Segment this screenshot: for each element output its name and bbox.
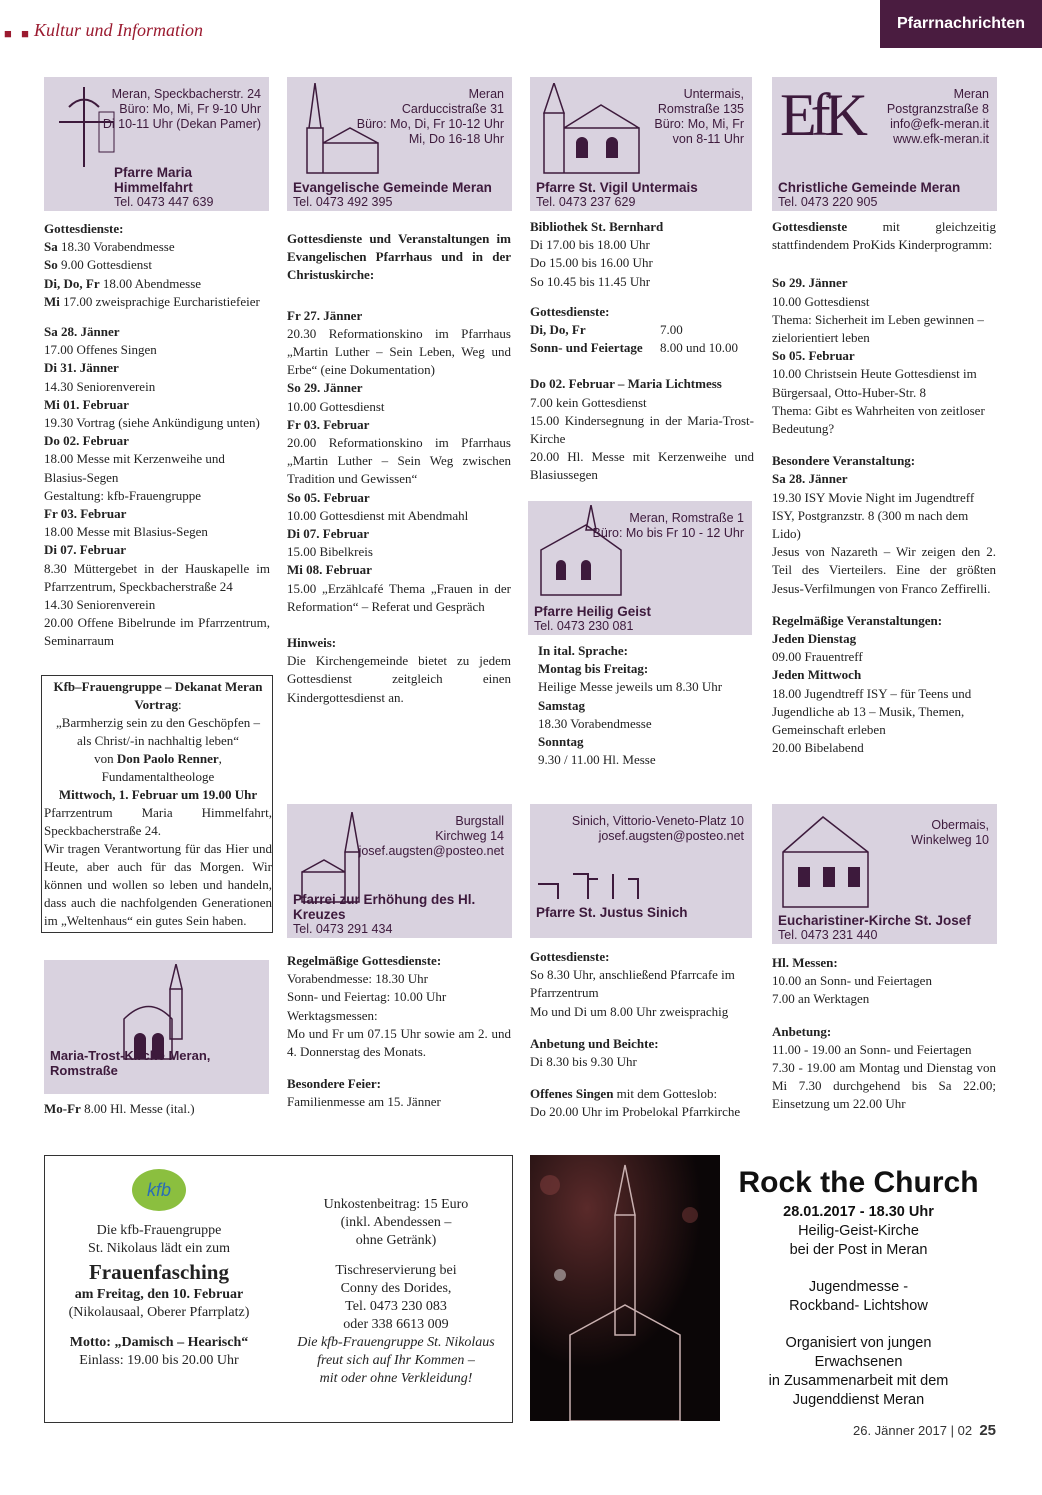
text: 8.30 Müttergebet in der Hauskapelle im Pfarrzentrum, Speckbacherstraße 24 xyxy=(44,560,270,594)
date: So 29. Jänner xyxy=(287,380,363,396)
card-tel: Tel. 0473 447 639 xyxy=(114,195,214,209)
heading: Hinweis: xyxy=(287,635,337,651)
text: 20.30 Reformationskino im Pfarrhaus „Martin Luther – Sein Leben, Weg und Erbe“ (eine Dokumentation) xyxy=(287,325,511,378)
text: Die Kirchengemeinde bietet zu jedem Gottesdienst zeitgleich einen Kindergottesdienst an. xyxy=(287,653,511,705)
text: 20.00 Reformationskino im Pfarrhaus „Martin Luther – Sein Weg zwischen Tradition und Gewissen“ xyxy=(287,435,511,487)
text: Jugenddienst Meran xyxy=(792,1392,925,1408)
card-address: Meran, Speckbacherstr. 24 Büro: Mo, Mi, Fr 9-10 Uhr Di 10-11 Uhr (Dekan Pamer) xyxy=(102,87,261,131)
text: 9.30 / 11.00 Hl. Messe xyxy=(538,752,656,768)
card-maria-trost xyxy=(44,960,269,1094)
text: Thema: Sicherheit im Leben gewinnen – zielorientiert leben xyxy=(772,311,984,346)
card-address: Burgstall Kirchweg 14 josef.augsten@posteo.net xyxy=(358,814,504,858)
text: Di 8.30 bis 9.30 Uhr xyxy=(530,1054,637,1070)
text: Erwachsenen xyxy=(814,1354,903,1370)
card-st-vigil xyxy=(530,77,752,211)
kfb-logo xyxy=(131,1168,187,1212)
text: 8.00 und 10.00 xyxy=(660,340,738,356)
section-title: Kultur und Information xyxy=(34,20,204,40)
text: 10.00 Gottesdienst mit Abendmahl xyxy=(287,507,469,523)
text: 7.30 - 19.00 am Montag und Dienstag von Mi 7.30 durchgehend bis Sa 22.00; Einsetzung um 22.00 Uhr xyxy=(772,1060,996,1112)
date: So 05. Februar xyxy=(287,489,370,505)
text: (Nikolausaal, Oberer Pfarrplatz) xyxy=(68,1305,250,1320)
box-subheading: Vortrag xyxy=(134,697,178,712)
text: 14.30 Seniorenverein xyxy=(44,378,156,394)
column-st-vigil xyxy=(530,218,754,485)
heading: Gottesdienste: xyxy=(44,221,124,236)
text: 18.30 Vorabendmesse xyxy=(57,239,175,255)
text: 17.00 Offenes Singen xyxy=(44,342,157,358)
date: Mi 08. Februar xyxy=(287,562,372,578)
card-tel: Tel. 0473 237 629 xyxy=(536,195,636,209)
column-maria-trost xyxy=(44,1100,270,1118)
text: 10.00 Christsein Heute Gottesdienst im Bürgersaal, Otto-Huber-Str. 8 xyxy=(772,366,977,400)
text: oder 338 6613 009 xyxy=(343,1317,449,1332)
heading: Gottesdienste und Veranstaltungen im Evangelischen Pfarrhaus und in der Christuskirche: xyxy=(287,231,511,283)
heading: Hl. Messen: xyxy=(772,955,838,970)
text: Werktagsmessen: xyxy=(287,1007,378,1023)
date: Jeden Mittwoch xyxy=(772,667,862,683)
heading: Samstag xyxy=(538,697,585,713)
text: Do 15.00 bis 16.00 Uhr xyxy=(530,255,653,271)
text: 9.00 Gottesdienst xyxy=(57,257,152,273)
issue-date: 26. Jänner 2017 xyxy=(853,1423,947,1438)
text: St. Nikolaus lädt ein zum xyxy=(88,1241,230,1256)
card-name: Pfarrei zur Erhöhung des Hl. Kreuzes xyxy=(293,892,476,922)
card-name: Maria-Trost-Kirche Meran, Romstraße xyxy=(50,1048,211,1078)
text: Einlass: 19.00 bis 20.00 Uhr xyxy=(79,1353,239,1368)
text: ohne Getränk) xyxy=(355,1233,437,1248)
date: Fr 27. Jänner xyxy=(287,307,363,323)
text: mit gleichzeitig stattfindendem ProKids Kinderprogramm: xyxy=(772,219,996,253)
date: Mi 01. Februar xyxy=(44,396,129,412)
card-burgstall xyxy=(287,804,512,938)
text: Conny des Dorides, xyxy=(340,1281,452,1296)
heading: Regelmäßige Gottesdienste: xyxy=(287,953,442,968)
church-icon xyxy=(538,844,648,904)
column-st-josef xyxy=(772,954,996,1114)
kfb-lecture-box xyxy=(41,675,273,933)
date: Fr 03. Februar xyxy=(44,506,127,522)
card-st-josef xyxy=(772,804,997,944)
text: von xyxy=(94,751,117,766)
page-footer xyxy=(853,1422,996,1439)
date: Di 07. Februar xyxy=(287,526,369,542)
text: 11.00 - 19.00 an Sonn- und Feiertagen xyxy=(772,1041,972,1057)
card-st-justus xyxy=(530,804,752,938)
issue-number: 02 xyxy=(957,1423,973,1438)
heading: Anbetung: xyxy=(772,1023,832,1039)
heading: Gottesdienste: xyxy=(530,303,610,319)
text: So 10.45 bis 11.45 Uhr xyxy=(530,273,651,289)
label: Sonn- und Feiertage xyxy=(530,340,643,356)
date: So 29. Jänner xyxy=(772,275,848,291)
heading: In ital. Sprache: xyxy=(538,643,628,658)
church-icon xyxy=(536,83,646,175)
header-dots: ■ ■ xyxy=(4,26,32,41)
page-number: 25 xyxy=(979,1422,996,1439)
card-tel: Tel. 0473 492 395 xyxy=(293,195,393,209)
card-name: Pfarre Maria Himmelfahrt xyxy=(114,165,193,195)
card-tel: Tel. 0473 291 434 xyxy=(293,922,393,936)
text: mit oder ohne Verkleidung! xyxy=(319,1371,473,1386)
text: Heilige Messe jeweils um 8.30 Uhr xyxy=(538,679,723,695)
card-address: Meran, Romstraße 1 Büro: Mo bis Fr 10 - 12 Uhr xyxy=(592,511,744,540)
text: Mo und Fr um 07.15 Uhr sowie am 2. und 4. Donnerstag des Monats. xyxy=(287,1025,511,1060)
text: freut sich auf Ihr Kommen – xyxy=(317,1353,475,1368)
text: am Freitag, den 10. Februar xyxy=(74,1287,244,1302)
text: mit dem Gotteslob: xyxy=(613,1086,718,1102)
text: 15.00 Kindersegnung in der Maria-Trost-Kirche xyxy=(530,412,754,447)
card-tel: Tel. 0473 231 440 xyxy=(778,928,878,942)
text: , xyxy=(218,751,222,766)
text: Vorabendmesse: 18.30 Uhr xyxy=(287,971,428,987)
date: Fr 03. Februar xyxy=(287,416,370,432)
text: Tischreservierung bei xyxy=(335,1263,457,1278)
heading: Gottesdienste: xyxy=(530,949,610,964)
church-icon xyxy=(778,812,878,912)
card-name: Pfarre St. Justus Sinich xyxy=(536,905,688,920)
card-christliche-gemeinde xyxy=(772,77,997,211)
text: Organisiert von jungen xyxy=(785,1335,932,1351)
rock-the-church-ad xyxy=(530,1155,997,1421)
date: So 05. Februar xyxy=(772,348,855,364)
section-tab: Pfarrnachrichten xyxy=(880,0,1042,48)
card-address: Meran Postgranzstraße 8 info@efk-meran.it www.efk-meran.it xyxy=(886,87,989,146)
text: Fundamentaltheologe xyxy=(101,769,215,784)
text: (inkl. Abendessen – xyxy=(340,1215,452,1230)
label: Di, Do, Fr xyxy=(530,322,586,338)
text: Unkostenbeitrag: 15 Euro xyxy=(323,1197,469,1212)
text: 15.00 „Erzählcafé Thema „Frauen in der Reformation“ – Referat und Gespräch xyxy=(287,580,511,614)
date: Sa 28. Jänner xyxy=(44,324,120,340)
heading: Anbetung und Beichte: xyxy=(530,1035,659,1051)
text: Tel. 0473 230 083 xyxy=(345,1299,447,1314)
card-heilig-geist xyxy=(528,501,752,635)
heading: Besondere Feier: xyxy=(287,1076,381,1092)
text: 19.30 ISY Movie Night im Jugendtreff ISY, Postgranzstr. 8 (300 m nach dem Lido) xyxy=(772,489,975,542)
efk-logo: EfK xyxy=(780,82,862,148)
text: 8.00 Hl. Messe (ital.) xyxy=(80,1101,195,1116)
text: Wir tragen Verantwortung für das Hier und Heute, aber auch für das Morgen. Wir können und wollen so leben und handeln, dass auch die nachfolgenden Generationen im „Weltenhaus“ ein gutes Sein haben. xyxy=(44,841,272,928)
heading: Sonntag xyxy=(538,734,584,750)
heading: Bibliothek St. Bernhard xyxy=(530,219,664,234)
text: Do 20.00 Uhr im Probelokal Pfarrkirche xyxy=(530,1104,741,1120)
card-address: Untermais, Romstraße 135 Büro: Mo, Mi, Fr von 8-11 Uhr xyxy=(654,87,744,146)
heading: Montag bis Freitag: xyxy=(538,661,649,677)
text: 15.00 Bibelkreis xyxy=(287,544,373,560)
text: 18.00 Messe mit Blasius-Segen xyxy=(44,524,208,540)
text: Gestaltung: kfb-Frauengruppe xyxy=(44,487,202,503)
text: Motto: „Damisch – Hearisch“ xyxy=(69,1335,249,1350)
card-tel: Tel. 0473 230 081 xyxy=(534,619,634,633)
label: Di, Do, Fr xyxy=(44,275,100,291)
text: 10.00 Gottesdienst xyxy=(772,293,870,309)
text: bei der Post in Meran xyxy=(789,1242,928,1258)
label: Mi xyxy=(44,293,60,309)
text: Thema: Gibt es Wahrheiten von zeitloser Bedeutung? xyxy=(772,402,985,437)
card-address: Sinich, Vittorio-Veneto-Platz 10 josef.augsten@posteo.net xyxy=(571,814,744,843)
card-name: Eucharistiner-Kirche St. Josef xyxy=(778,913,971,928)
text: 10.00 Gottesdienst xyxy=(287,398,385,414)
text: Jesus von Nazareth – Wir zeigen den 2. Teil des Vierteilers. Eine der größten Jesus-Verfilmungen von Franco Zeffirelli. xyxy=(772,544,996,596)
text: 18.00 Abendmesse xyxy=(99,275,202,291)
text: 20.00 Offene Bibelrunde im Pfarrzentrum, Seminarraum xyxy=(44,615,270,649)
column-burgstall xyxy=(287,952,511,1112)
text: 14.30 Seniorenverein xyxy=(44,597,156,613)
label: Sa xyxy=(44,239,58,255)
heading: Besondere Veranstaltung: xyxy=(772,453,916,469)
text: Die kfb-Frauengruppe xyxy=(96,1223,222,1238)
column-maria-himmelfahrt xyxy=(44,220,270,651)
column-christliche-gemeinde xyxy=(772,218,996,757)
text: Rockband- Lichtshow xyxy=(789,1298,928,1314)
text: 09.00 Frauentreff xyxy=(772,649,863,665)
text: 28.01.2017 - 18.30 Uhr xyxy=(783,1204,934,1220)
text: 10.00 an Sonn- und Feiertagen xyxy=(772,973,932,989)
text: 7.00 an Werktagen xyxy=(772,991,870,1007)
text: Heilig-Geist-Kirche xyxy=(798,1223,919,1239)
date: Di 31. Jänner xyxy=(44,360,119,376)
text: 20.00 Hl. Messe mit Kerzenweihe und Blasiussegen xyxy=(530,449,754,483)
text: 19.30 Vortrag (siehe Ankündigung unten) xyxy=(44,415,260,431)
frauenfasching-ad xyxy=(44,1155,513,1423)
text: 18.00 Jugendtreff ISY – für Teens und Jugendliche ab 13 – Musik, Themen, Gemeinschaft erleben xyxy=(772,685,972,738)
date: Di 07. Februar xyxy=(44,542,126,558)
ad-title: Frauenfasching xyxy=(88,1260,229,1284)
date: Do 02. Februar xyxy=(44,433,129,449)
card-evangelische-gemeinde xyxy=(287,77,512,211)
text: 7.00 xyxy=(660,322,683,338)
card-address: Obermais, Winkelweg 10 xyxy=(911,818,989,847)
column-evangelisch xyxy=(287,230,511,707)
column-st-justus xyxy=(530,948,754,1122)
text: „Barmherzig sein zu den Geschöpfen – xyxy=(56,715,260,730)
speaker: Don Paolo Renner xyxy=(116,751,219,766)
label: Gottesdienste xyxy=(772,219,848,234)
text: als Christ/-in nachhaltig leben“ xyxy=(76,733,240,748)
text: : xyxy=(177,697,182,712)
card-address: Meran Carduccistraße 31 Büro: Mo, Di, Fr 10-12 Uhr Mi, Do 16-18 Uhr xyxy=(356,87,504,146)
text: in Zusammenarbeit mit dem xyxy=(768,1373,949,1389)
text: Mo und Di um 8.00 Uhr zweisprachig xyxy=(530,1003,729,1019)
column-heilig-geist xyxy=(538,642,752,769)
heading: Offenes Singen xyxy=(530,1086,614,1102)
card-name: Evangelische Gemeinde Meran xyxy=(293,180,492,195)
heading: Do 02. Februar – Maria Lichtmess xyxy=(530,376,722,392)
heading: Regelmäßige Veranstaltungen: xyxy=(772,612,943,628)
text: Die kfb-Frauengruppe St. Nikolaus xyxy=(297,1335,495,1350)
card-maria-himmelfahrt xyxy=(44,77,269,211)
text: 7.00 kein Gottesdienst xyxy=(530,394,647,410)
box-heading: Kfb–Frauengruppe – Dekanat Meran xyxy=(53,679,263,694)
card-name: Pfarre St. Vigil Untermais xyxy=(536,180,698,195)
church-night-photo xyxy=(530,1155,720,1421)
card-name: Christliche Gemeinde Meran xyxy=(778,180,961,195)
label: Mo-Fr xyxy=(44,1101,81,1116)
card-tel: Tel. 0473 220 905 xyxy=(778,195,878,209)
text: 20.00 Bibelabend xyxy=(772,740,864,756)
text: 18.30 Vorabendmesse xyxy=(538,715,652,731)
text: Mittwoch, 1. Februar um 19.00 Uhr xyxy=(58,787,258,802)
text: 18.00 Messe mit Kerzenweihe und Blasius-Segen xyxy=(44,451,225,485)
card-name: Pfarre Heilig Geist xyxy=(534,604,652,619)
label: So xyxy=(44,257,58,273)
text: Pfarrzentrum Maria Himmelfahrt, Speckbacherstraße 24. xyxy=(44,805,272,838)
date: Sa 28. Jänner xyxy=(772,471,848,487)
text: 17.00 zweisprachige Eurcharistiefeier xyxy=(59,293,260,309)
date: Jeden Dienstag xyxy=(772,631,857,647)
kfb-logo-text: kfb xyxy=(146,1180,172,1200)
text: Familienmesse am 15. Jänner xyxy=(287,1094,441,1110)
text: Jugendmesse - xyxy=(808,1279,909,1295)
text: So 8.30 Uhr, anschließend Pfarrcafe im Pfarrzentrum xyxy=(530,967,735,1001)
text: Sonn- und Feiertag: 10.00 Uhr xyxy=(287,989,447,1005)
text: Di 17.00 bis 18.00 Uhr xyxy=(530,237,650,253)
separator: | xyxy=(950,1423,954,1438)
ad-title: Rock the Church xyxy=(738,1166,979,1199)
